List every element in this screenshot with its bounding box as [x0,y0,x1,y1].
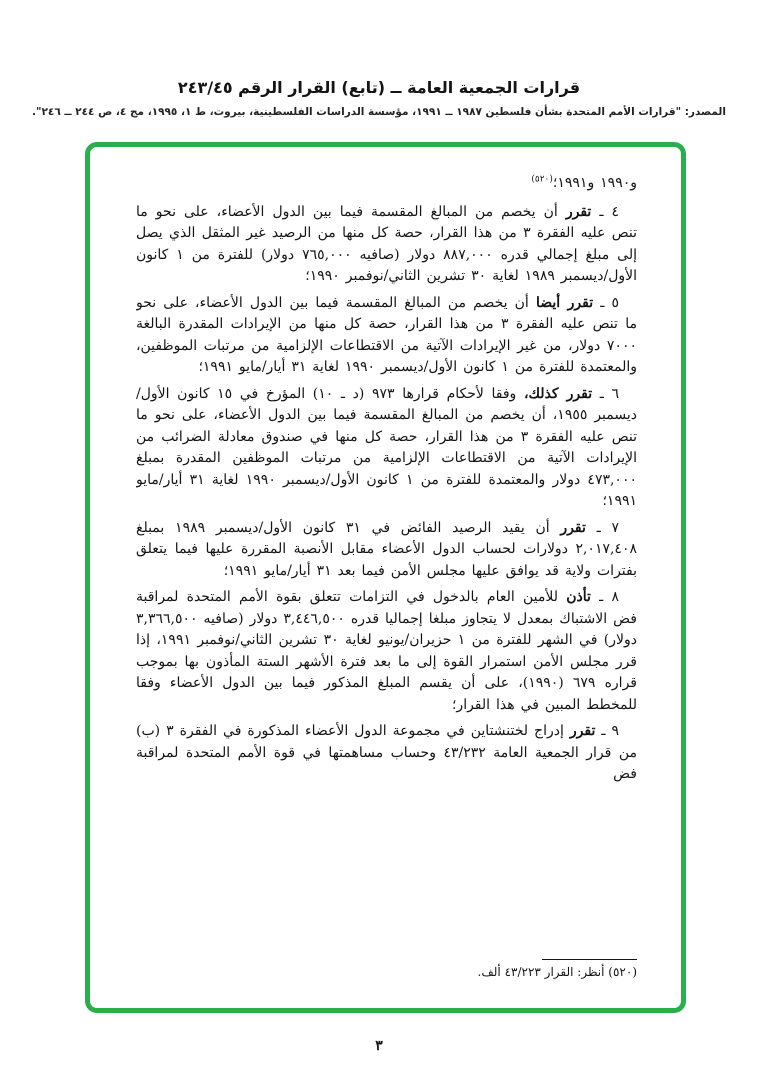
paragraph-text: للأمين العام بالدخول في التزامات تتعلق بقوة الأمم المتحدة لمراقبة فض الاشتباك بمعدل لا يتجاوز مبلغا إجماليا قدره ٣,٤٤٦,٥٠٠ دولار (صافيه ٣,٣٦٦,٥٠٠ دولار) في الشهر للفترة من ١ حزيران/يونيو لغاية ٣٠ تشرين الثاني/نوفمبر ١٩٩١، إذا قرر مجلس الأمن استمرار القوة إلى ما بعد فترة الأشهر الستة المأذون بها بموجب قراره ٦٧٩ (١٩٩٠)، على أن يقسم المبلغ المذكور فيما بين الدول الأعضاء وفقا للمخطط المبين في هذا القرار؛ [136,589,637,713]
paragraph-text: أن يقيد الرصيد الفائض في ٣١ كانون الأول/ديسمبر ١٩٨٩ بمبلغ ٢,٠١٧,٤٠٨ دولارات لحساب الدول الأعضاء مقابل الأنصبة المقررة عليها فيما يتعلق بفترات ولاية قد يوافق عليها مجلس الأمن فيما بعد ٣١ أيار/مايو ١٩٩١؛ [136,519,637,579]
paragraph-number: ٨ ـ [599,589,620,605]
resolution-paragraph [136,293,637,379]
continuation-line [136,173,637,195]
paragraph-lead-verb: تقرر أيضا [535,294,594,311]
paragraph-number: ٩ ـ [601,723,619,739]
paragraph-text: أن يخصم من المبالغ المقسمة فيما بين الدول الأعضاء، على نحو ما تنص عليه الفقرة ٣ من هذا القرار، حصة كل منها من الإيرادات المقدرة البالغة ٧٠٠٠ دولار، من غير الإيرادات الآتية من الاقتطاعات الإلزامية من مرتبات الموظفين، والمعتمدة للفترة من ١ كانون الأول/ديسمبر ١٩٩٠ لغاية ٣١ أيار/مايو ١٩٩١؛ [136,294,637,375]
paragraph-list [136,202,637,786]
paragraph-lead-verb: تقرر [569,723,596,739]
resolution-frame-inner [90,147,681,1008]
footnote-text: (٥٢٠) أنظر: القرار ٤٣/٢٢٣ ألف. [477,965,637,979]
paragraph-lead-verb: تقرر [565,203,592,220]
source-line: المصدر: "قرارات الأمم المتحدة بشأن فلسطين ١٩٨٧ ــ ١٩٩١، مؤسسة الدراسات الفلسطينية، بيروت، ط ١، ١٩٩٥، مج ٤، ص ٢٤٤ ــ ٢٤٦". [32,106,726,118]
page-title: قرارات الجمعية العامة ــ (تابع) القرار الرقم ٢٤٣/٤٥ [177,78,581,97]
paragraph-number: ٧ ـ [596,519,619,536]
paragraph-text: أن يخصم من المبالغ المقسمة فيما بين الدول الأعضاء، على نحو ما تنص عليه الفقرة ٣ من هذا القرار، حصة كل منها من الرصيد غير المثقل الذي يصل إلى مبلغ إجمالي قدره ٨٨٧,٠٠٠ دولار (صافيه ٧٦٥,٠٠٠ دولار) للفترة من ١ كانون الأول/ديسمبر ١٩٨٩ لغاية ٣٠ تشرين الثاني/نوفمبر ١٩٩٠؛ [136,203,637,284]
paragraph-number: ٥ ـ [600,294,620,311]
resolution-frame [85,142,686,1013]
resolution-paragraph [136,518,637,583]
resolution-paragraph [136,384,637,513]
paragraph-lead-verb: تقرر كذلك، [523,385,593,402]
paragraph-lead-verb: تقرر [560,519,586,536]
resolution-body-text [136,173,637,951]
paragraph-text: إدراج لختنشتاين في مجموعة الدول الأعضاء المذكورة في الفقرة ٣ (ب) من قرار الجمعية العامة ٤٣/٢٣٢ وحساب مساهمتها في قوة الأمم المتحدة لمراقبة فض [136,723,637,782]
footnote-ref: (٥٢٠) [531,174,553,185]
footnote-separator [542,959,637,960]
paragraph-lead-verb: تأذن [566,589,591,605]
paragraph-text: وفقا لأحكام قرارها ٩٧٣ (د ـ ١٠) المؤرخ في ١٥ كانون الأول/ديسمبر ١٩٥٥، أن يخصم من المبالغ المقسمة فيما بين الدول الأعضاء، على نحو ما تنص عليه الفقرة ٣ من هذا القرار، حصة كل منها في صندوق معادلة الضرائب من الإيرادات الآتية من الاقتطاعات الإلزامية من مرتبات الموظفين المقدرة بمبلغ ٤٧٣,٠٠٠ دولار والمعتمدة للفترة من ١ كانون الأول/ديسمبر ١٩٩٠ لغاية ٣١ أيار/مايو ١٩٩١؛ [136,385,637,509]
paragraph-number: ٦ ـ [599,385,620,402]
paragraph-number: ٤ ـ [599,203,620,220]
continuation-text: و١٩٩٠ و١٩٩١؛ [552,175,637,191]
resolution-paragraph [136,587,637,716]
resolution-paragraph [136,202,637,288]
page-number: ٣ [375,1038,383,1054]
resolution-paragraph [136,721,637,786]
